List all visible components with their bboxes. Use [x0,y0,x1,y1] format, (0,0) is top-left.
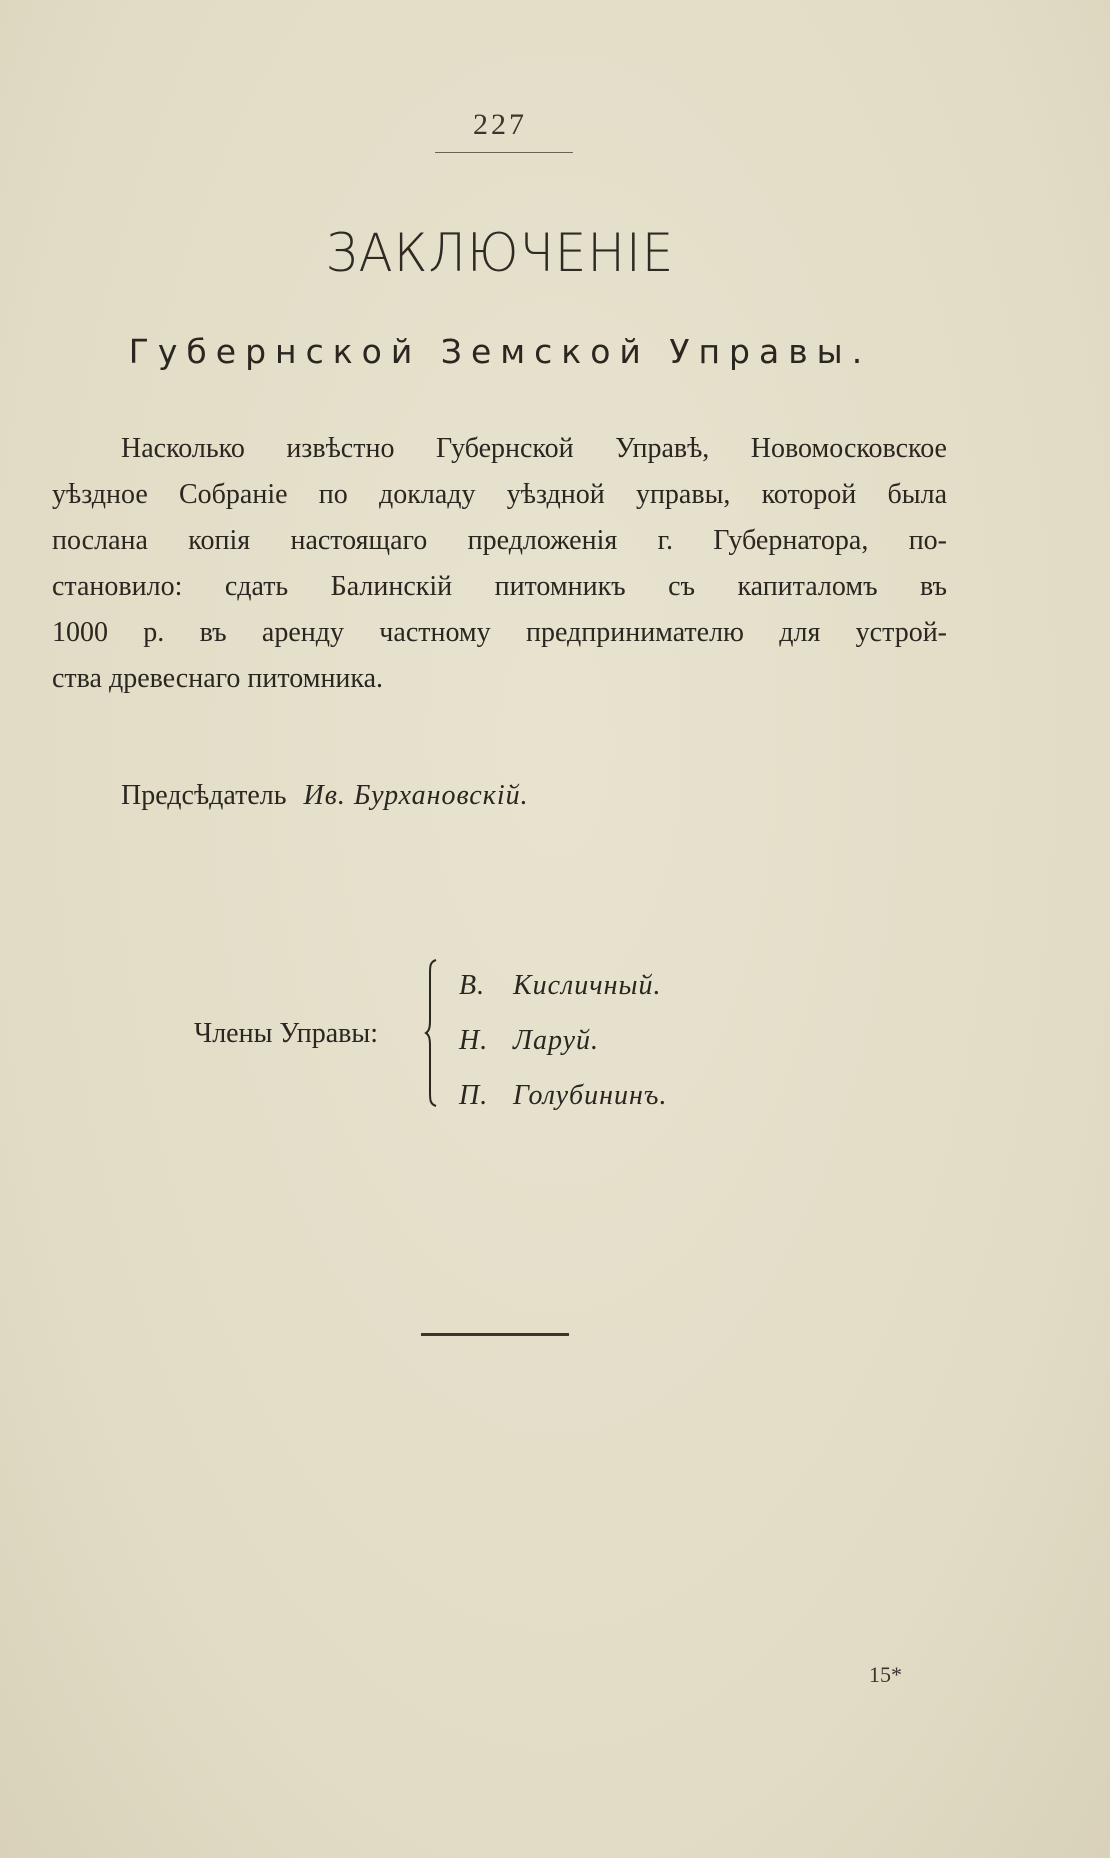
member-entry [459,1068,667,1123]
document-heading: ЗАКЛЮЧЕНІЕ [325,222,675,284]
members-list [459,958,667,1123]
member-surname: Ларуй. [513,1025,600,1056]
page-number: 227 [473,108,527,141]
body-line: Насколько извѣстно Губернской Управѣ, Новомосковское [121,433,947,464]
members-label: Члены Управы: [194,1018,378,1049]
page-number-rule [435,152,573,153]
member-initial: П. [459,1080,489,1111]
body-line: послана копія настоящаго предложенія г. Губернатора, по- [52,525,947,556]
body-paragraph [52,426,947,702]
body-line: уѣздное Собраніе по докладу уѣздной управы, которой была [52,479,947,510]
end-rule [421,1333,569,1336]
member-entry [459,958,667,1013]
member-initial: Н. [459,1025,489,1056]
body-line: становило: сдать Балинскій питомникъ съ капиталомъ въ [52,571,947,602]
body-line: 1000 р. въ аренду частному предпринимателю для устрой- [52,617,947,648]
member-entry [459,1013,667,1068]
chairman-line [121,780,529,812]
chairman-label: Предсѣдатель [121,780,287,811]
member-surname: Голубининъ. [513,1080,668,1111]
member-surname: Кисличный. [513,970,662,1001]
member-initial: В. [459,970,486,1001]
document-subheading: Губернской Земской Управы. [128,332,872,371]
chairman-name: Ив. Бурхановскій. [303,780,529,811]
body-line: ства древеснаго питомника. [52,663,384,694]
curly-brace-icon [424,958,440,1108]
signature-mark: 15* [869,1662,902,1687]
